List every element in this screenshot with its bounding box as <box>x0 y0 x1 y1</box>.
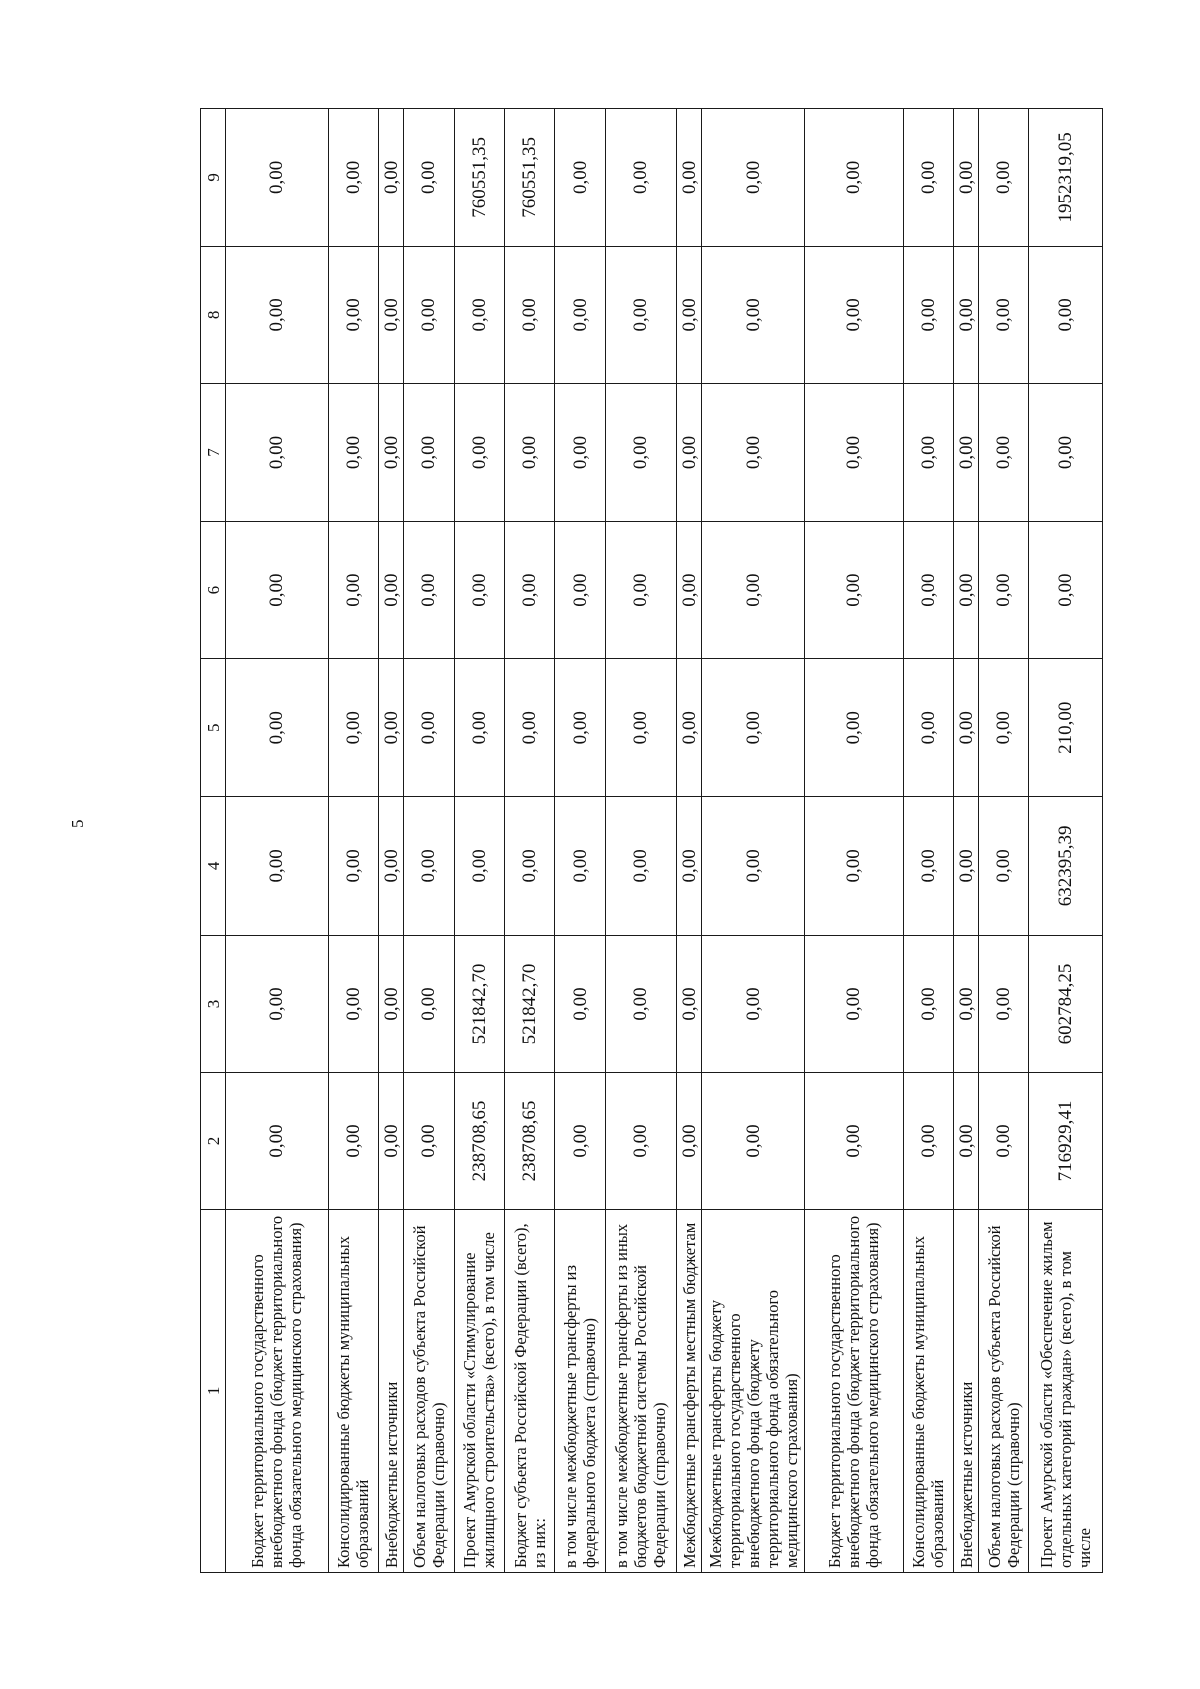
value-cell: 0,00 <box>379 384 404 522</box>
value-cell: 0,00 <box>404 521 454 659</box>
value-cell: 0,00 <box>226 384 329 522</box>
value-cell: 0,00 <box>605 935 676 1073</box>
table-row <box>804 109 903 1573</box>
value-cell: 0,00 <box>979 246 1029 384</box>
value-cell: 0,00 <box>903 246 953 384</box>
table-row <box>379 109 404 1573</box>
table-row <box>903 109 953 1573</box>
column-header: 9 <box>201 109 226 247</box>
column-header: 8 <box>201 246 226 384</box>
value-cell: 0,00 <box>605 797 676 936</box>
value-cell: 0,00 <box>226 521 329 659</box>
row-label: Внебюджетные источники <box>379 1209 404 1572</box>
value-cell: 0,00 <box>953 384 978 522</box>
value-cell: 632395,39 <box>1029 797 1103 936</box>
row-label: Межбюджетные трансферты бюджету территориального государственного внебюджетного фонда (бюджету территориального фонда обязательного медицинского страхования) <box>702 1209 805 1572</box>
row-label: в том числе межбюджетные трансферты из иных бюджетов бюджетной системы Российской Федерации (справочно) <box>605 1209 676 1572</box>
column-header: 5 <box>201 659 226 797</box>
column-header: 3 <box>201 935 226 1073</box>
row-label: Межбюджетные трансферты местным бюджетам <box>677 1209 702 1572</box>
value-cell: 0,00 <box>702 521 805 659</box>
column-header: 7 <box>201 384 226 522</box>
value-cell: 0,00 <box>379 797 404 936</box>
value-cell: 0,00 <box>979 109 1029 247</box>
value-cell: 0,00 <box>702 797 805 936</box>
table-row <box>226 109 329 1573</box>
row-label: Бюджет территориального государственного внебюджетного фонда (бюджет территориального фонда обязательного медицинского страхования) <box>804 1209 903 1572</box>
value-cell: 0,00 <box>804 659 903 797</box>
value-cell: 0,00 <box>379 109 404 247</box>
value-cell: 0,00 <box>804 109 903 247</box>
table-row <box>404 109 454 1573</box>
value-cell: 0,00 <box>702 109 805 247</box>
row-label: Бюджет субъекта Российской Федерации (всего), из них: <box>505 1209 555 1572</box>
value-cell: 0,00 <box>605 384 676 522</box>
value-cell: 0,00 <box>328 246 378 384</box>
value-cell: 760551,35 <box>505 109 555 247</box>
value-cell: 0,00 <box>702 1073 805 1209</box>
value-cell: 0,00 <box>903 935 953 1073</box>
value-cell: 0,00 <box>379 521 404 659</box>
column-header: 4 <box>201 797 226 936</box>
value-cell: 0,00 <box>454 384 504 522</box>
value-cell: 0,00 <box>677 935 702 1073</box>
value-cell: 0,00 <box>328 659 378 797</box>
value-cell: 0,00 <box>903 521 953 659</box>
value-cell: 0,00 <box>677 109 702 247</box>
value-cell: 0,00 <box>903 384 953 522</box>
value-cell: 0,00 <box>555 797 605 936</box>
value-cell: 602784,25 <box>1029 935 1103 1073</box>
rotated-table-container <box>200 108 1103 1573</box>
column-header: 1 <box>201 1209 226 1572</box>
value-cell: 0,00 <box>605 1073 676 1209</box>
value-cell: 0,00 <box>677 246 702 384</box>
value-cell: 0,00 <box>702 384 805 522</box>
value-cell: 0,00 <box>404 246 454 384</box>
value-cell: 0,00 <box>505 797 555 936</box>
value-cell: 0,00 <box>605 109 676 247</box>
value-cell: 0,00 <box>226 935 329 1073</box>
value-cell: 0,00 <box>953 797 978 936</box>
value-cell: 0,00 <box>804 935 903 1073</box>
table-row <box>328 109 378 1573</box>
value-cell: 0,00 <box>1029 521 1103 659</box>
value-cell: 0,00 <box>804 246 903 384</box>
value-cell: 0,00 <box>677 384 702 522</box>
value-cell: 0,00 <box>555 384 605 522</box>
value-cell: 0,00 <box>555 935 605 1073</box>
value-cell: 0,00 <box>454 246 504 384</box>
value-cell: 521842,70 <box>505 935 555 1073</box>
value-cell: 0,00 <box>903 797 953 936</box>
value-cell: 0,00 <box>702 659 805 797</box>
value-cell: 0,00 <box>979 659 1029 797</box>
value-cell: 0,00 <box>677 659 702 797</box>
value-cell: 0,00 <box>404 797 454 936</box>
value-cell: 0,00 <box>804 797 903 936</box>
value-cell: 0,00 <box>677 1073 702 1209</box>
value-cell: 0,00 <box>404 384 454 522</box>
value-cell: 0,00 <box>505 659 555 797</box>
budget-table <box>200 108 1103 1573</box>
value-cell: 0,00 <box>226 109 329 247</box>
value-cell: 0,00 <box>605 521 676 659</box>
value-cell: 0,00 <box>979 521 1029 659</box>
row-label: Объем налоговых расходов субъекта Российской Федерации (справочно) <box>404 1209 454 1572</box>
table-row <box>1029 109 1103 1573</box>
value-cell: 0,00 <box>505 521 555 659</box>
row-label: Проект Амурской области «Обеспечение жильем отдельных категорий граждан» (всего), в том числе <box>1029 1209 1103 1572</box>
value-cell: 0,00 <box>404 935 454 1073</box>
value-cell: 0,00 <box>953 659 978 797</box>
row-label: Проект Амурской области «Стимулирование жилищного строительства» (всего), в том числе <box>454 1209 504 1572</box>
column-header: 2 <box>201 1073 226 1209</box>
value-cell: 0,00 <box>555 1073 605 1209</box>
value-cell: 0,00 <box>677 521 702 659</box>
value-cell: 716929,41 <box>1029 1073 1103 1209</box>
value-cell: 0,00 <box>1029 246 1103 384</box>
value-cell: 0,00 <box>328 935 378 1073</box>
value-cell: 0,00 <box>953 1073 978 1209</box>
value-cell: 0,00 <box>555 659 605 797</box>
value-cell: 210,00 <box>1029 659 1103 797</box>
value-cell: 0,00 <box>555 246 605 384</box>
row-label: Консолидированные бюджеты муниципальных образований <box>328 1209 378 1572</box>
value-cell: 0,00 <box>328 109 378 247</box>
table-body <box>226 109 1103 1573</box>
value-cell: 0,00 <box>605 246 676 384</box>
value-cell: 0,00 <box>953 246 978 384</box>
value-cell: 0,00 <box>328 797 378 936</box>
value-cell: 0,00 <box>226 659 329 797</box>
value-cell: 0,00 <box>226 1073 329 1209</box>
table-header-row <box>201 109 226 1573</box>
value-cell: 0,00 <box>979 384 1029 522</box>
value-cell: 0,00 <box>404 109 454 247</box>
page-number: 5 <box>68 819 87 828</box>
value-cell: 0,00 <box>555 521 605 659</box>
table-row <box>953 109 978 1573</box>
value-cell: 1952319,05 <box>1029 109 1103 247</box>
value-cell: 0,00 <box>555 109 605 247</box>
value-cell: 0,00 <box>328 521 378 659</box>
value-cell: 0,00 <box>804 1073 903 1209</box>
row-label: Объем налоговых расходов субъекта Российской Федерации (справочно) <box>979 1209 1029 1572</box>
value-cell: 0,00 <box>979 797 1029 936</box>
table-row <box>605 109 676 1573</box>
value-cell: 0,00 <box>226 246 329 384</box>
table-row <box>702 109 805 1573</box>
row-label: Бюджет территориального государственного внебюджетного фонда (бюджет территориального фонда обязательного медицинского страхования) <box>226 1209 329 1572</box>
table-row <box>979 109 1029 1573</box>
value-cell: 0,00 <box>804 384 903 522</box>
value-cell: 0,00 <box>328 1073 378 1209</box>
value-cell: 0,00 <box>505 246 555 384</box>
value-cell: 0,00 <box>979 935 1029 1073</box>
value-cell: 0,00 <box>903 109 953 247</box>
value-cell: 238708,65 <box>454 1073 504 1209</box>
value-cell: 0,00 <box>903 1073 953 1209</box>
value-cell: 0,00 <box>379 935 404 1073</box>
value-cell: 0,00 <box>404 659 454 797</box>
value-cell: 0,00 <box>953 109 978 247</box>
value-cell: 0,00 <box>379 659 404 797</box>
value-cell: 760551,35 <box>454 109 504 247</box>
value-cell: 521842,70 <box>454 935 504 1073</box>
row-label: Внебюджетные источники <box>953 1209 978 1572</box>
value-cell: 0,00 <box>454 659 504 797</box>
value-cell: 0,00 <box>903 659 953 797</box>
value-cell: 0,00 <box>979 1073 1029 1209</box>
value-cell: 0,00 <box>404 1073 454 1209</box>
value-cell: 0,00 <box>1029 384 1103 522</box>
column-header: 6 <box>201 521 226 659</box>
table-row <box>454 109 504 1573</box>
value-cell: 0,00 <box>379 246 404 384</box>
value-cell: 0,00 <box>804 521 903 659</box>
value-cell: 0,00 <box>454 521 504 659</box>
value-cell: 0,00 <box>953 521 978 659</box>
value-cell: 0,00 <box>702 935 805 1073</box>
row-label: Консолидированные бюджеты муниципальных образований <box>903 1209 953 1572</box>
value-cell: 0,00 <box>226 797 329 936</box>
table-row <box>677 109 702 1573</box>
row-label: в том числе межбюджетные трансферты из федерального бюджета (справочно) <box>555 1209 605 1572</box>
value-cell: 0,00 <box>454 797 504 936</box>
value-cell: 0,00 <box>953 935 978 1073</box>
value-cell: 0,00 <box>328 384 378 522</box>
value-cell: 0,00 <box>677 797 702 936</box>
value-cell: 0,00 <box>505 384 555 522</box>
value-cell: 0,00 <box>702 246 805 384</box>
table-row <box>505 109 555 1573</box>
value-cell: 0,00 <box>379 1073 404 1209</box>
value-cell: 238708,65 <box>505 1073 555 1209</box>
value-cell: 0,00 <box>605 659 676 797</box>
table-row <box>555 109 605 1573</box>
